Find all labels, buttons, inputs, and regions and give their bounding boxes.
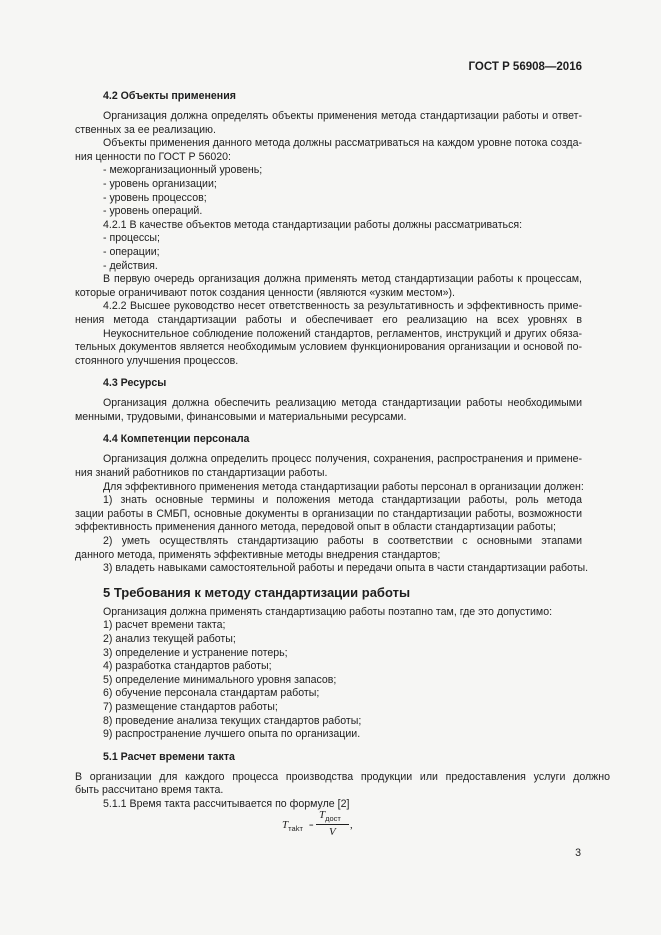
paragraph-line: ния ценности по ГОСТ Р 56020: [75,150,231,163]
paragraph-line: В первую очередь организация должна применять метод стандартизации работы к процессам, [103,273,582,286]
list-item: 9) распространение лучшего опыта по организации. [103,728,361,741]
paragraph-line: Для эффективного применения метода стандартизации работы персонал в организации должен: [103,480,584,493]
paragraph-line: Неукоснительное соблюдение положений стандартов, регламентов, инструкций и других обяза- [103,327,582,340]
formula-numerator [319,809,341,823]
formula-equals: = [309,821,314,830]
list-item: - процессы; [103,232,160,245]
list-item: 3) владеть навыками самостоятельной работы и передачи опыта в части стандартизации работы. [103,562,589,575]
paragraph-line: 5.1.1 Время такта рассчитывается по формуле [2] [103,797,350,810]
paragraph-line: менными, трудовыми, финансовыми и материальными ресурсами. [75,410,407,423]
list-item: - операции; [103,245,160,258]
list-item: - уровень процессов; [103,191,207,204]
formula-denominator: V [329,826,336,838]
list-item: - межорганизационный уровень; [103,164,263,177]
formula-end: , [350,819,353,831]
list-item: 4) разработка стандартов работы; [103,660,272,673]
takt-time-formula [282,809,372,841]
list-item: 5) определение минимального уровня запасов; [103,673,337,686]
document-id: ГОСТ Р 56908—2016 [468,61,582,73]
paragraph-line: нения метода стандартизации работы и обеспечивает его реализацию на всех уровнях в [75,313,582,326]
list-item: - уровень операций. [103,205,203,218]
paragraph-line: Организация должна определить процесс получения, сохранения, распространения и примене- [103,453,582,466]
list-item: 8) проведение анализа текущих стандартов работы; [103,714,362,727]
paragraph-line: стоянного улучшения процессов. [75,354,239,367]
fraction-bar [316,824,349,825]
paragraph-line: ственных за ее реализацию. [75,123,216,136]
list-item: - уровень организации; [103,177,217,190]
list-item: - действия. [103,259,158,272]
section-4-3-title: 4.3 Ресурсы [103,377,167,390]
section-5-1-title: 5.1 Расчет времени такта [103,750,235,763]
section-5-title: 5 Требования к методу стандартизации работы [103,584,411,600]
section-4-2-title: 4.2 Объекты применения [103,90,236,102]
formula-num-subscript: дост [325,814,341,824]
list-item: 2) анализ текущей работы; [103,633,236,645]
paragraph-line: 4.2.1 В качестве объектов метода стандартизации работы должны рассматриваться: [103,218,523,231]
paragraph-line: которые ограничивают поток создания ценности (являются «узким местом»). [75,286,455,299]
paragraph-line: Организация должна определять объекты применения метода стандартизации работы и ответ- [103,110,582,122]
paragraph-line: Организация должна обеспечить реализацию метода стандартизации работы необходимыми [103,397,582,410]
list-item: данного метода, применять эффективные методы внедрения стандартов; [75,548,441,561]
paragraph-line: ния знаний работников по стандартизации работы. [75,467,328,480]
page-content [75,89,610,812]
formula-lhs-subscript: тakт [288,824,303,834]
list-item: зации работы в СМБП, основные документы в организации по стандартизации работы, возможности [75,507,582,520]
paragraph-line: В организации для каждого процесса производства продукции или предоставления услуги должно [75,770,610,783]
page-number: 3 [575,847,581,859]
paragraph-line: быть рассчитано время такта. [75,784,224,797]
formula-lhs-symbol: T [282,819,289,831]
list-item: 6) обучение персонала стандартам работы; [103,687,320,700]
list-item: 2) уметь осуществлять стандартизацию работы в соответствии с основными этапами [103,535,582,548]
paragraph-line: Объекты применения данного метода должны рассматриваться на каждом уровне потока созда- [103,137,582,150]
section-4-4-title: 4.4 Компетенции персонала [103,433,250,446]
list-item: 3) определение и устранение потерь; [103,646,288,659]
paragraph-line: тельных документов является необходимым условием функционирования организации и основой по- [75,341,582,354]
formula-lhs [282,819,303,833]
list-item: эффективность применения данного метода, передовой опыт в области стандартизации работы; [75,521,556,534]
formula-num-symbol: T [319,809,326,821]
list-item: 1) знать основные термины и положения метода стандартизации работы, роль метода [103,494,582,507]
paragraph-line: Организация должна применять стандартизацию работы поэтапно там, где это допустимо: [103,605,553,618]
list-item: 1) расчет времени такта; [103,619,226,632]
paragraph-line: 4.2.2 Высшее руководство несет ответственность за результативность и эффективность приме- [103,300,582,313]
list-item: 7) размещение стандартов работы; [103,700,278,713]
